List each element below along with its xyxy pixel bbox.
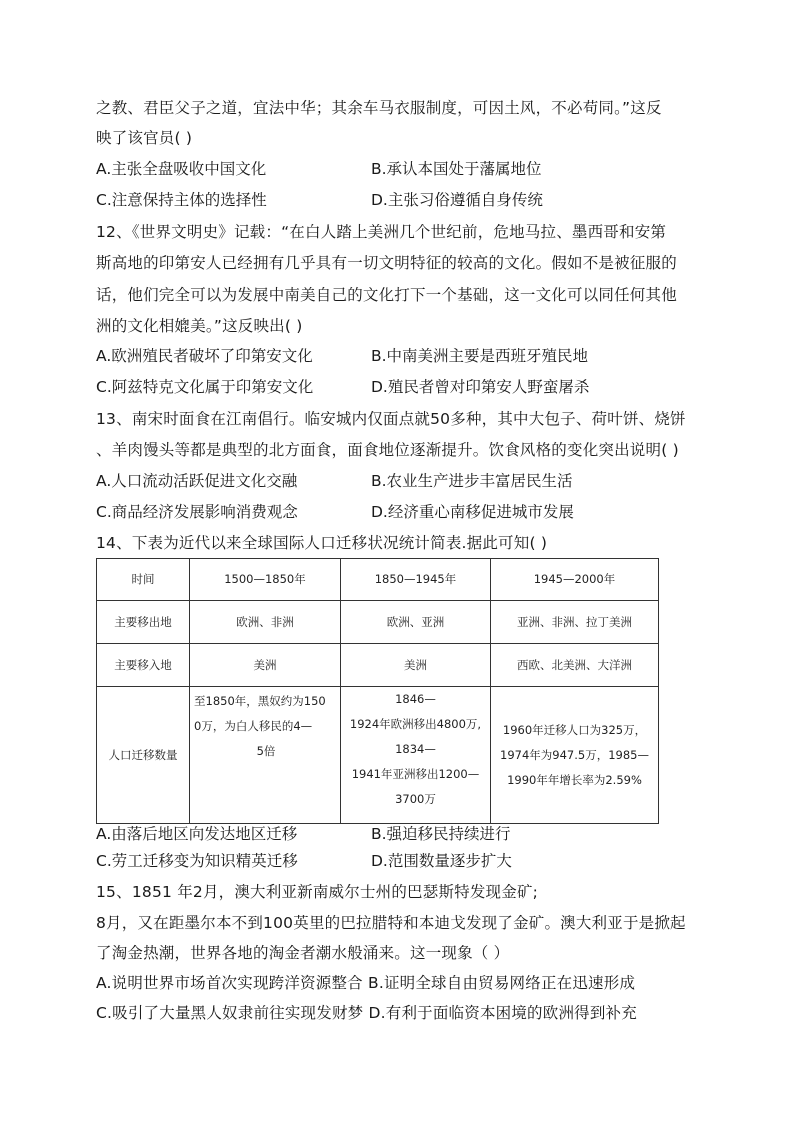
q12-option-b: B.中南美洲主要是西班牙殖民地 [371, 347, 589, 365]
cell-line: 至1850年，黑奴约为150 [194, 694, 326, 708]
q13-option-d: D.经济重心南移促进城市发展 [371, 503, 574, 521]
table-cell [491, 687, 659, 824]
q12-option-a: A.欧洲殖民者破坏了印第安文化 [96, 347, 313, 365]
q15-option-cd: C.吸引了大量黑人奴隶前往实现发财梦 D.有利于面临资本困境的欧洲得到补充 [96, 1004, 637, 1022]
cell-line: 5倍 [256, 744, 276, 758]
q13-stem-line-2: 、羊肉馒头等都是典型的北方面食，面食地位逐渐提升。饮食风格的变化突出说明( ) [96, 441, 679, 459]
cell-line: 1846— [395, 692, 436, 706]
table-header-cell: 1945—2000年 [491, 559, 659, 601]
migration-table [96, 558, 659, 824]
q14-option-c: C.劳工迁移变为知识精英迁移 [96, 852, 298, 870]
table-row [97, 644, 659, 687]
q13-option-c: C.商品经济发展影响消费观念 [96, 503, 298, 521]
cell-line: 1941年亚洲移出1200— [351, 767, 480, 781]
table-cell: 西欧、北美洲、大洋洲 [491, 644, 659, 687]
q13-option-b: B.农业生产进步丰富居民生活 [371, 472, 573, 490]
q11-option-a: A.主张全盘吸收中国文化 [96, 160, 267, 178]
table-header-row [97, 559, 659, 601]
q13-option-a: A.人口流动活跃促进文化交融 [96, 472, 298, 490]
table-row [97, 601, 659, 644]
q12-stem-line-3: 话，他们完全可以为发展中南美自己的文化打下一个基础，这一文化可以同任何其他 [96, 286, 677, 304]
table-header-cell: 1500—1850年 [190, 559, 341, 601]
table-cell [341, 687, 491, 824]
q15-stem-line-1: 15、1851 年2月，澳大利亚新南威尔士州的巴瑟斯特发现金矿; [96, 883, 539, 901]
q15-option-ab: A.说明世界市场首次实现跨洋资源整合 B.证明全球自由贸易网络正在迅速形成 [96, 974, 636, 992]
table-header-cell: 时间 [97, 559, 190, 601]
table-cell: 欧洲、非洲 [190, 601, 341, 644]
cell-line: 0万，为白人移民的4— [194, 719, 313, 733]
cell-line: 1960年迁移人口为325万， [502, 722, 647, 737]
q13-stem-line-1: 13、南宋时面食在江南倡行。临安城内仅面点就50多种，其中大包子、荷叶饼、烧饼 [96, 410, 686, 428]
q12-option-c: C.阿兹特克文化属于印第安文化 [96, 378, 314, 396]
q11-option-b: B.承认本国处于藩属地位 [371, 160, 542, 178]
q14-option-d: D.范围数量逐步扩大 [371, 852, 512, 870]
q14-option-a: A.由落后地区向发达地区迁移 [96, 825, 298, 843]
table-cell: 欧洲、亚洲 [341, 601, 491, 644]
cell-line: 1990年年增长率为2.59% [507, 772, 642, 787]
cell-line: 1924年欧洲移出4800万, [349, 717, 482, 731]
table-cell: 主要移出地 [97, 601, 190, 644]
table-cell: 美洲 [190, 644, 341, 687]
cell-line: 3700万 [395, 792, 436, 806]
q11-stem-line-1: 之教、君臣父子之道，宜法中华；其余车马衣服制度，可因土风，不必苟同。”这反 [96, 99, 662, 117]
q14-stem: 14、下表为近代以来全球国际人口迁移状况统计简表.据此可知( ) [96, 534, 548, 552]
table-cell: 美洲 [341, 644, 491, 687]
table-cell: 主要移入地 [97, 644, 190, 687]
table-cell: 人口迁移数量 [97, 687, 190, 824]
q12-stem-line-2: 斯高地的印第安人已经拥有几乎具有一切文明特征的较高的文化。假如不是被征服的 [96, 254, 677, 272]
q15-stem-line-3: 了淘金热潮，世界各地的淘金者潮水般涌来。这一现象（ ） [96, 944, 510, 962]
table-cell [190, 687, 341, 824]
cell-line: 1834— [395, 742, 436, 756]
q15-stem-line-2: 8月，又在距墨尔本不到100英里的巴拉腊特和本迪戈发现了金矿。澳大利亚于是掀起 [96, 914, 686, 932]
q11-option-c: C.注意保持主体的选择性 [96, 191, 267, 209]
q11-option-d: D.主张习俗遵循自身传统 [371, 191, 543, 209]
q12-option-d: D.殖民者曾对印第安人野蛮屠杀 [371, 378, 590, 396]
table-header-cell: 1850—1945年 [341, 559, 491, 601]
cell-line: 1974年为947.5万，1985— [500, 747, 649, 762]
q12-stem-line-4: 洲的文化相媲美。”这反映出( ) [96, 317, 303, 335]
table-row [97, 687, 659, 824]
q14-option-b: B.强迫移民持续进行 [371, 825, 511, 843]
table-cell: 亚洲、非洲、拉丁美洲 [491, 601, 659, 644]
q12-stem-line-1: 12、《世界文明史》记载：“在白人踏上美洲几个世纪前，危地马拉、墨西哥和安第 [96, 223, 667, 241]
q11-stem-line-2: 映了该官员( ) [96, 129, 193, 147]
